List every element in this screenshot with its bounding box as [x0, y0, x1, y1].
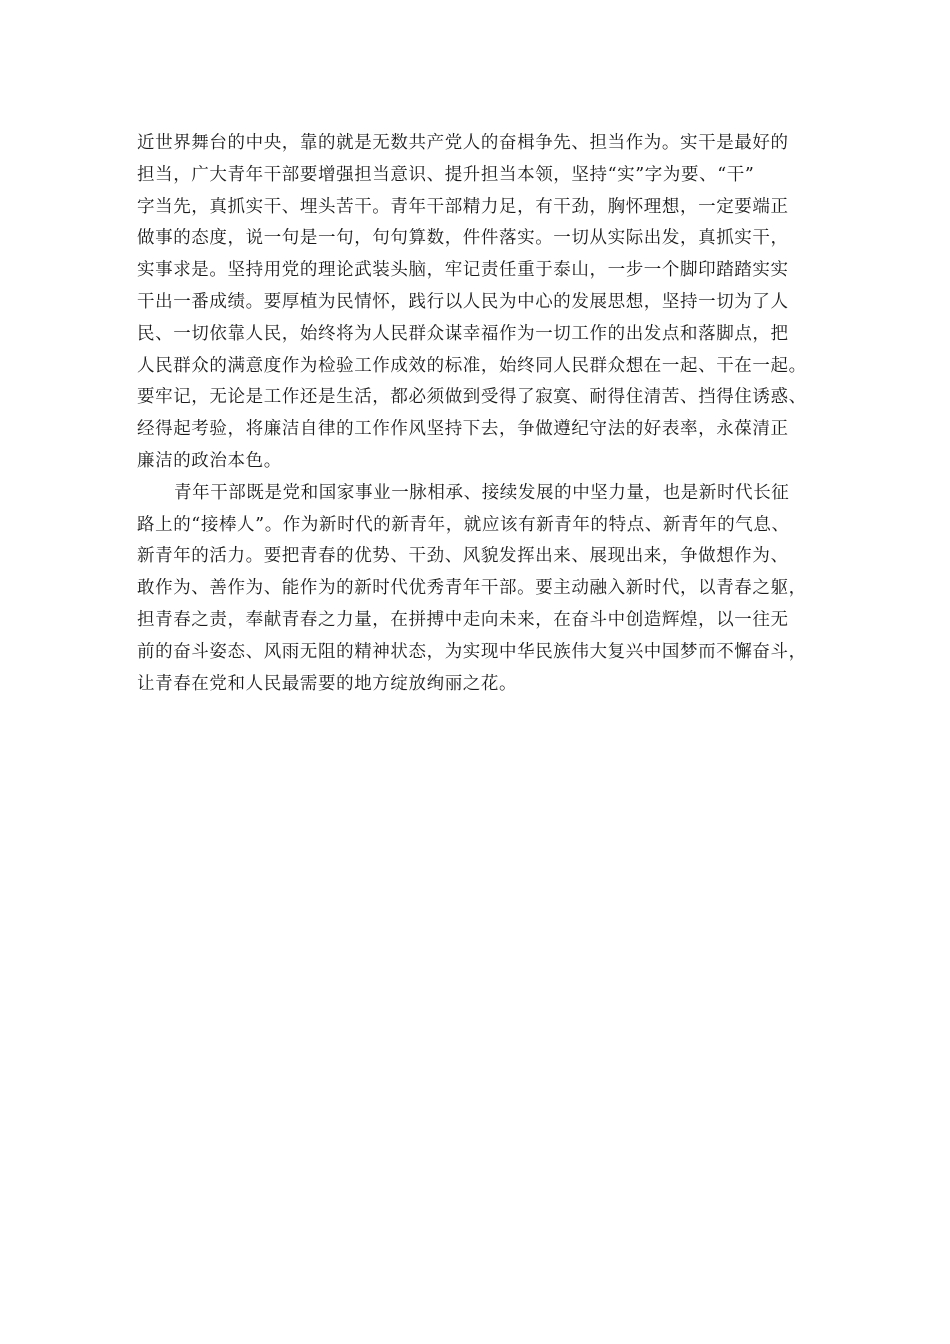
text-line: 实事求是。坚持用党的理论武装头脑，牢记责任重于泰山，一步一个脚印踏踏实实	[137, 260, 789, 281]
paragraph-2	[137, 478, 837, 701]
text-line: 做事的态度，说一句是一句，句句算数，件件落实。一切从实际出发，真抓实干，	[137, 228, 789, 249]
text-line: 廉洁的政治本色。	[137, 450, 282, 471]
text-line: 经得起考验，将廉洁自律的工作作风坚持下去，争做遵纪守法的好表率，永葆清正	[137, 419, 789, 440]
text-line: 路上的“接棒人”。作为新时代的新青年，就应该有新青年的特点、新青年的气息、	[137, 514, 790, 535]
text-line: 要牢记，无论是工作还是生活，都必须做到受得了寂寞、耐得住清苦、挡得住诱惑、	[137, 387, 807, 408]
text-line: 民、一切依靠人民，始终将为人民群众谋幸福作为一切工作的出发点和落脚点，把	[137, 323, 789, 344]
text-line: 让青春在党和人民最需要的地方绽放绚丽之花。	[137, 673, 518, 694]
text-line: 敢作为、善作为、能作为的新时代优秀青年干部。要主动融入新时代，以青春之躯，	[137, 578, 807, 599]
text-line: 前的奋斗姿态、风雨无阻的精神状态，为实现中华民族伟大复兴中国梦而不懈奋斗，	[137, 641, 807, 662]
text-line: 担青春之责，奉献青春之力量，在拼搏中走向未来，在奋斗中创造辉煌，以一往无	[137, 609, 789, 630]
text-line: 近世界舞台的中央，靠的就是无数共产党人的奋楫争先、担当作为。实干是最好的	[137, 133, 789, 153]
document-body	[137, 128, 837, 700]
text-line: 青年干部既是党和国家事业一脉相承、接续发展的中坚力量，也是新时代长征	[174, 482, 790, 503]
paragraph-1	[137, 128, 837, 478]
text-line: 人民群众的满意度作为检验工作成效的标准，始终同人民群众想在一起、干在一起。	[137, 355, 807, 376]
text-line: 字当先，真抓实干、埋头苦干。青年干部精力足，有干劲，胸怀理想，一定要端正	[137, 196, 789, 217]
text-line: 担当，广大青年干部要增强担当意识、提升担当本领，坚持“实”字为要、“干”	[137, 164, 755, 185]
text-line: 干出一番成绩。要厚植为民情怀，践行以人民为中心的发展思想，坚持一切为了人	[137, 291, 789, 312]
text-line: 新青年的活力。要把青春的优势、干劲、风貌发挥出来、展现出来，争做想作为、	[137, 546, 789, 567]
